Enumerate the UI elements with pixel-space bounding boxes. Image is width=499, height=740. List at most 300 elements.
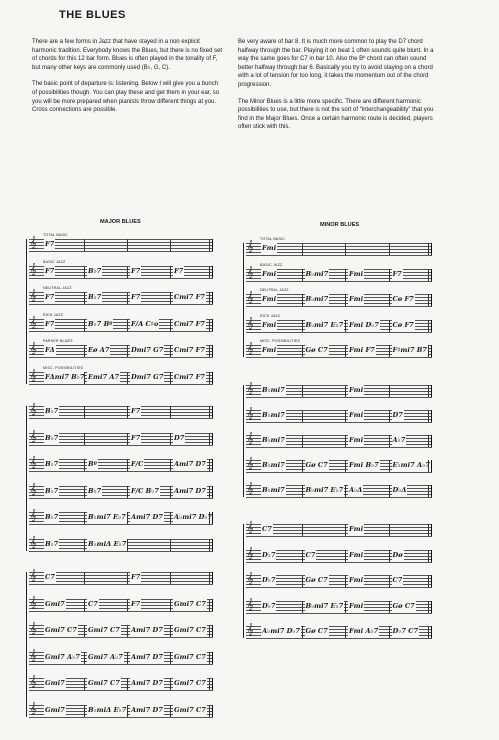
barline <box>127 512 128 524</box>
treble-clef-icon: 𝄞 <box>247 342 254 355</box>
barline <box>170 539 171 551</box>
final-barline <box>209 705 213 717</box>
chord-symbol: Fmi <box>262 244 277 252</box>
chord-symbol: B♭7 <box>45 460 59 468</box>
final-barline <box>209 512 213 524</box>
chord-symbol: A♭mi7 D♭7 <box>262 627 301 635</box>
barline <box>302 485 303 497</box>
treble-clef-icon: 𝄞 <box>247 597 254 611</box>
major-blues-system <box>29 399 213 558</box>
treble-clef-icon: 𝄞 <box>247 316 254 330</box>
staff-lines <box>29 262 213 278</box>
barline <box>389 294 390 306</box>
chord-symbol: F/C B♭7 <box>131 486 159 495</box>
barline <box>302 460 303 472</box>
barline <box>127 652 128 664</box>
staff-row <box>29 365 213 389</box>
staff-lines <box>29 236 213 251</box>
variation-label: TOTAL BASIC <box>43 233 69 237</box>
final-barline <box>428 385 432 397</box>
staff-row <box>246 338 432 362</box>
final-barline <box>209 239 213 251</box>
chord-symbol: Fmi A♭7 <box>349 627 379 635</box>
treble-clef-icon: 𝄞 <box>30 701 37 715</box>
chord-symbol: B♭mi7 <box>262 411 285 419</box>
staff-row <box>246 236 432 260</box>
staff-row <box>29 285 213 309</box>
final-barline <box>428 460 432 472</box>
chord-symbol: Gmi7 C7 <box>45 626 77 634</box>
final-barline <box>428 575 432 587</box>
barline <box>170 345 171 357</box>
chord-symbol: Dmi7 G7 <box>131 372 164 381</box>
treble-clef-icon: 𝄞 <box>247 265 254 279</box>
final-barline <box>209 572 213 584</box>
barline <box>127 345 128 357</box>
chord-symbol: Ami7 D7 <box>174 486 206 495</box>
chord-symbol: B♭mi7 <box>262 386 285 394</box>
treble-clef-icon: 𝄞 <box>247 240 254 253</box>
barline <box>389 626 390 638</box>
barline <box>84 539 85 551</box>
chord-symbol: F7 <box>131 573 141 581</box>
chord-symbol: Fmi <box>349 436 364 444</box>
chord-symbol: B♭mi7 E♭7 <box>88 513 126 521</box>
barline <box>345 550 346 562</box>
staff-row <box>246 403 432 427</box>
final-barline <box>428 410 432 422</box>
barline <box>84 599 85 611</box>
barline <box>302 524 303 536</box>
barline <box>127 266 128 278</box>
staff-row <box>246 287 432 311</box>
barline <box>345 320 346 332</box>
barline <box>302 320 303 332</box>
chord-symbol: F7 <box>131 407 141 415</box>
chord-symbol: B♭7 <box>45 433 59 442</box>
chord-symbol: Dø <box>392 550 403 559</box>
chord-symbol: Ami7 D7 <box>174 460 206 468</box>
chord-symbol: Fmi <box>349 525 364 533</box>
treble-clef-icon: 𝄞 <box>30 236 37 249</box>
barline <box>170 319 171 331</box>
major-blues-system <box>29 232 213 391</box>
chord-symbol: Gmi7 C7 <box>174 679 206 687</box>
chord-symbol: Gmi7 C7 <box>88 626 120 634</box>
chord-symbol: Eø A7 <box>88 346 110 354</box>
staff-row <box>29 232 213 256</box>
variation-label: PARKER BLUES <box>43 339 73 343</box>
barline <box>302 294 303 306</box>
staff-row <box>246 568 432 592</box>
chord-symbol: Gmi7 C7 <box>174 705 206 714</box>
treble-clef-icon: 𝄞 <box>247 407 254 420</box>
barline <box>170 705 171 717</box>
staff-row <box>246 313 432 337</box>
treble-clef-icon: 𝄞 <box>247 457 254 470</box>
chord-symbol: Fmi <box>262 295 277 303</box>
chord-symbol: Fmi <box>349 269 364 278</box>
barline <box>127 292 128 304</box>
final-barline <box>209 433 213 445</box>
chord-symbol: D7 <box>174 433 185 442</box>
chord-symbol: D♭7 <box>262 550 276 559</box>
staff-row <box>29 618 213 642</box>
chord-symbol: Fmi <box>349 576 364 584</box>
chord-symbol: Cmi7 F7 <box>174 293 205 301</box>
chord-symbol: Gø C7 <box>305 576 328 584</box>
minor-blues-system <box>246 236 432 364</box>
barline <box>302 269 303 281</box>
treble-clef-icon: 𝄞 <box>30 535 37 549</box>
barline <box>345 601 346 613</box>
chord-symbol: Fmi <box>262 346 277 354</box>
chord-symbol: F7 <box>45 240 55 248</box>
chord-symbol: Gmi7 <box>45 705 65 714</box>
treble-clef-icon: 𝄞 <box>247 291 254 304</box>
barline <box>302 575 303 587</box>
chord-symbol: F/A C♯o <box>131 319 159 328</box>
chord-symbol: F/C <box>131 460 144 468</box>
barline <box>302 601 303 613</box>
treble-clef-icon: 𝄞 <box>247 623 254 636</box>
staff-row <box>246 594 432 618</box>
staff-row <box>29 259 213 283</box>
chord-symbol: B♭7 <box>88 293 102 301</box>
chord-symbol: Fmi <box>349 601 364 610</box>
barline <box>170 652 171 664</box>
variation-label: NEUTRAL JAZZ <box>43 286 72 290</box>
chord-symbol: Fmi B♭7 <box>349 461 379 469</box>
treble-clef-icon: 𝄞 <box>30 262 37 276</box>
barline <box>84 266 85 278</box>
barline <box>170 266 171 278</box>
staff-row <box>29 532 213 556</box>
minor-blues-heading: MINOR BLUES <box>320 222 360 228</box>
chord-symbol: Gmi7 <box>45 679 65 687</box>
barline <box>345 435 346 447</box>
staff-row <box>29 479 213 503</box>
intro-column <box>32 38 224 123</box>
barline <box>84 459 85 471</box>
chord-symbol: F7 <box>131 266 141 275</box>
barline <box>302 550 303 562</box>
barline <box>345 485 346 497</box>
treble-clef-icon: 𝄞 <box>30 342 37 355</box>
minor-blues-system <box>246 378 432 503</box>
chord-symbol: B♭7 <box>45 486 59 495</box>
final-barline <box>428 626 432 638</box>
barline <box>302 410 303 422</box>
chord-symbol: Gmi7 C7 <box>174 626 206 634</box>
chord-symbol: Gø C7 <box>392 601 415 610</box>
chord-symbol: Cø F7 <box>392 295 414 303</box>
barline <box>127 486 128 498</box>
staff-row <box>246 478 432 502</box>
barline <box>389 524 390 536</box>
chord-symbol: Cmi7 F7 <box>174 372 205 381</box>
chord-symbol: E♭mi7 A♭7 <box>392 461 430 469</box>
chord-symbol: B♭miΔ E♭7 <box>88 539 127 548</box>
barline <box>345 385 346 397</box>
barline <box>389 269 390 281</box>
staff-lines <box>246 521 432 536</box>
barline <box>170 239 171 251</box>
staff-row <box>29 426 213 450</box>
barline <box>170 599 171 611</box>
variation-label: MISC. POSSIBILITIES <box>43 365 84 370</box>
chord-symbol: F7 <box>45 293 55 301</box>
barline <box>84 572 85 584</box>
barline <box>170 433 171 445</box>
chord-symbol: F7 <box>131 293 141 301</box>
chord-symbol: B♭mi7 E♭7 <box>305 320 344 329</box>
treble-clef-icon: 𝄞 <box>30 675 37 688</box>
barline <box>170 512 171 524</box>
barline <box>127 625 128 637</box>
chord-symbol: Ami7 D7 <box>131 705 163 714</box>
intro-paragraph: There are a few forms in Jazz that have stayed in a non explicit harmonic tradition. Everybody knows the Blues, but there is no fixed set of chords for this 12 bar form. Blues is often played in the tonality of F, but many other keys are commonly used (B♭, G, C). <box>32 39 223 71</box>
staff-row <box>29 592 213 616</box>
treble-clef-icon: 𝄞 <box>247 572 254 585</box>
chord-symbol: Gmi7 A♭7 <box>88 652 123 661</box>
barline <box>345 524 346 536</box>
chord-symbol: FΔ <box>45 346 55 354</box>
barline <box>345 626 346 638</box>
chord-symbol: D♭7 C7 <box>392 627 419 635</box>
chord-symbol: B♭7 <box>45 407 59 415</box>
staff-row <box>29 698 213 722</box>
chord-symbol: D7 <box>392 411 403 419</box>
final-barline <box>209 486 213 498</box>
variation-label: TOTAL BASIC <box>260 237 286 241</box>
treble-clef-icon: 𝄞 <box>30 569 37 582</box>
intro-paragraph: The basic point of departure is: listening. Below I will give you a bunch of possibilities though. You can play these and get them in your ear, so you will be more prepared when pianists throw different things at you. Cross connections are possible. <box>32 81 220 114</box>
staff-row <box>246 453 432 477</box>
final-barline <box>209 345 213 357</box>
barline <box>345 269 346 281</box>
barline <box>389 435 390 447</box>
chord-symbol: Gmi7 C7 <box>88 679 120 687</box>
chord-symbol: F7 <box>45 266 55 275</box>
chord-symbol: Emi7 A7 <box>88 372 120 381</box>
barline <box>127 572 128 584</box>
barline <box>170 459 171 471</box>
treble-clef-icon: 𝄞 <box>247 432 254 445</box>
notes-column <box>238 38 434 140</box>
barline <box>84 372 85 384</box>
barline <box>84 652 85 664</box>
treble-clef-icon: 𝄞 <box>30 315 37 329</box>
chord-symbol: Fmi D♭7 <box>349 320 379 329</box>
chord-symbol: B♭7 <box>88 486 102 495</box>
chord-symbol: F7 <box>131 599 141 608</box>
treble-clef-icon: 𝄞 <box>30 289 37 302</box>
treble-clef-icon: 𝄞 <box>30 403 37 416</box>
chord-symbol: B♭mi7 E♭7 <box>305 601 344 610</box>
chord-symbol: F♯mi7 B7 <box>392 346 427 354</box>
barline <box>389 345 390 357</box>
final-barline <box>209 319 213 331</box>
final-barline <box>428 345 432 357</box>
chord-symbol: Gø C7 <box>305 627 328 635</box>
barline <box>389 550 390 562</box>
barline <box>302 385 303 397</box>
barline <box>84 319 85 331</box>
barline <box>389 385 390 397</box>
chord-symbol: D♭7 <box>262 576 276 584</box>
barline <box>345 460 346 472</box>
notes-paragraph: Be very aware of bar 8. It is much more common to play the D7 chord halfway through the bar. Playing it on beat 1 often sounds quite blunt. In a way the same goes for C7 in bar 10. Also the Bº chord can often sound better halfway through bar 6. Basically you try to avoid staying on a chord with a lot of tension for too long, it takes the momentum out of the chord progression. <box>238 39 434 88</box>
barline <box>302 345 303 357</box>
barline <box>127 459 128 471</box>
chord-symbol: B♭mi7 <box>305 295 329 303</box>
barline <box>389 485 390 497</box>
chord-symbol: B♭7 <box>88 266 102 275</box>
chord-symbol: Fmi <box>349 411 364 419</box>
barline <box>170 678 171 690</box>
final-barline <box>428 269 432 281</box>
barline <box>84 678 85 690</box>
barline <box>302 435 303 447</box>
chord-symbol: B♭7 <box>45 539 59 548</box>
staff-row <box>29 671 213 695</box>
chord-symbol: D♭Δ <box>392 486 407 494</box>
staff-row <box>246 543 432 567</box>
barline <box>345 410 346 422</box>
barline <box>84 406 85 418</box>
chord-symbol: Gmi7 C7 <box>174 599 206 608</box>
major-blues-heading: MAJOR BLUES <box>100 219 141 225</box>
barline <box>170 406 171 418</box>
treble-clef-icon: 𝄞 <box>30 482 37 496</box>
barline <box>389 320 390 332</box>
barline <box>127 539 128 551</box>
chord-symbol: F7 <box>174 266 184 275</box>
chord-symbol: B♭mi7 <box>262 486 285 494</box>
final-barline <box>209 266 213 278</box>
chord-symbol: B♭mi7 <box>305 269 329 278</box>
staff-row <box>29 338 213 362</box>
staff-row <box>246 428 432 452</box>
barline <box>170 486 171 498</box>
chord-symbol: Gmi7 A♭7 <box>45 652 80 661</box>
final-barline <box>209 625 213 637</box>
barline <box>170 292 171 304</box>
treble-clef-icon: 𝄞 <box>30 648 37 662</box>
barline <box>345 243 346 255</box>
variation-label: BASIC JAZZ <box>260 262 283 267</box>
chord-symbol: B♭7 <box>45 513 59 521</box>
staff-row <box>246 517 432 541</box>
chord-symbol: Gø C7 <box>305 346 328 354</box>
treble-clef-icon: 𝄞 <box>247 382 254 395</box>
final-barline <box>209 539 213 551</box>
chord-symbol: B♭miΔ E♭7 <box>88 705 127 714</box>
chord-symbol: Fmi <box>349 295 364 303</box>
chord-symbol: Fmi <box>349 550 364 559</box>
barline <box>345 294 346 306</box>
barline <box>302 626 303 638</box>
final-barline <box>209 599 213 611</box>
variation-label: RICH JAZZ <box>43 312 64 317</box>
minor-blues-system <box>246 517 432 645</box>
chord-symbol: B♭7 Bº <box>88 319 113 328</box>
chord-symbol: Gmi7 C7 <box>174 652 206 661</box>
chord-symbol: A♭7 <box>392 436 406 444</box>
staff-row <box>29 565 213 589</box>
staff-row <box>29 452 213 476</box>
chord-symbol: Dmi7 G7 <box>131 346 164 354</box>
barline <box>84 239 85 251</box>
barline <box>127 319 128 331</box>
chord-symbol: Ami7 D7 <box>131 652 163 661</box>
chord-symbol: C7 <box>262 525 272 533</box>
chord-symbol: F7 <box>392 269 402 278</box>
final-barline <box>428 243 432 255</box>
staff-row <box>29 505 213 529</box>
variation-label: BASIC JAZZ <box>43 259 66 264</box>
final-barline <box>209 652 213 664</box>
chord-symbol: C7 <box>305 550 316 559</box>
staff-row <box>29 312 213 336</box>
chord-symbol: B♭mi7 E♭7 <box>305 486 344 494</box>
barline <box>170 372 171 384</box>
chord-symbol: Fmi <box>349 386 364 394</box>
final-barline <box>209 406 213 418</box>
final-barline <box>428 601 432 613</box>
variation-label: RICH JAZZ <box>260 313 281 318</box>
barline <box>127 239 128 251</box>
chord-symbol: B♭mi7 <box>262 461 285 469</box>
variation-label: MISC. POSSIBILITIES <box>260 339 301 343</box>
final-barline <box>209 459 213 471</box>
chord-symbol: Ami7 D7 <box>131 513 163 521</box>
staff-row <box>29 399 213 423</box>
barline <box>84 512 85 524</box>
staff-row <box>246 378 432 402</box>
barline <box>84 433 85 445</box>
treble-clef-icon: 𝄞 <box>247 521 254 534</box>
final-barline <box>209 678 213 690</box>
staff-row <box>29 645 213 669</box>
chord-symbol: Ami7 D7 <box>131 626 163 634</box>
treble-clef-icon: 𝄞 <box>247 482 254 495</box>
staff-lines <box>29 569 213 584</box>
chord-symbol: D♭7 <box>262 601 276 610</box>
barline <box>84 486 85 498</box>
chord-symbol: Gmi7 <box>45 599 65 608</box>
treble-clef-icon: 𝄞 <box>30 368 37 382</box>
barline <box>345 345 346 357</box>
chord-symbol: Bº <box>88 460 97 468</box>
final-barline <box>428 435 432 447</box>
treble-clef-icon: 𝄞 <box>30 509 37 522</box>
final-barline <box>428 550 432 562</box>
variation-label: NEUTRAL JAZZ <box>260 288 289 292</box>
barline <box>302 243 303 255</box>
major-blues-system <box>29 565 213 724</box>
barline <box>389 243 390 255</box>
page-title: THE BLUES <box>59 9 126 21</box>
staff-row <box>246 262 432 286</box>
chord-symbol: Cmi7 F7 <box>174 346 205 354</box>
chord-symbol: Fmi <box>262 269 277 278</box>
chord-symbol: Gø C7 <box>305 461 328 469</box>
barline <box>84 292 85 304</box>
final-barline <box>209 292 213 304</box>
chord-symbol: C7 <box>45 573 55 581</box>
